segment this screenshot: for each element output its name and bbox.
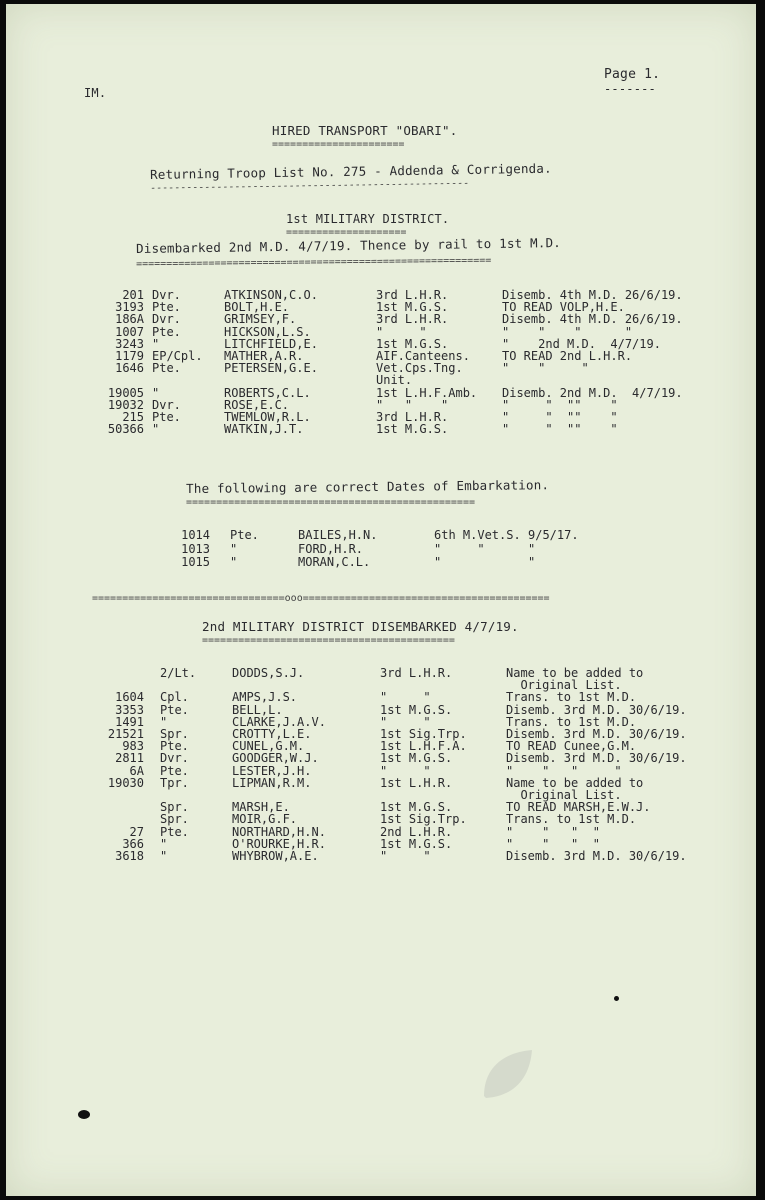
cell-remark: Name to be added to (506, 666, 644, 680)
ink-blot (78, 1110, 90, 1119)
cell-remark: " " " " (506, 836, 600, 851)
cell-remark: Disemb. 3rd M.D. 30/6/19. (506, 849, 687, 863)
cell-name: CROTTY,L.E. (232, 727, 312, 741)
cell-remark: " " " " (506, 763, 622, 778)
cell-rank: Pte. (152, 300, 181, 315)
cell-no: 1646 (115, 361, 144, 376)
cell-unit: " " (380, 763, 431, 778)
cell-unit: AIF.Canteens. (376, 349, 470, 363)
cell-rank: Dvr. (152, 312, 181, 327)
cell-rank: Tpr. (160, 775, 189, 790)
embarkation-rule: ================================================ (186, 498, 475, 508)
table-row (6, 555, 756, 569)
page-number-rule: ------- (604, 82, 656, 96)
cell-unit: 1st M.G.S. (380, 751, 453, 766)
cell-unit: " " (380, 690, 431, 705)
cell-no: 19032 (107, 397, 144, 412)
cell-rank: " (160, 836, 168, 851)
cell-unit: 1st Sig.Trp. (380, 812, 467, 827)
cell-unit: 1st M.G.S. (376, 336, 449, 351)
cell-no: 50366 (107, 422, 144, 437)
cell-unit: 1st Sig.Trp. (380, 727, 467, 741)
cell-name: HICKSON,L.S. (224, 324, 311, 339)
table-row (6, 528, 756, 542)
cell-unit: 3rd L.H.R. (376, 312, 449, 327)
cell-unit: 1st L.H.R. (380, 775, 453, 790)
cell-name: BELL,L. (232, 702, 283, 717)
section2-heading: 2nd MILITARY DISTRICT DISEMBARKED 4/7/19. (202, 619, 519, 634)
cell-unit: 1st L.H.F.Amb. (376, 385, 478, 400)
cell-no: 3193 (115, 300, 144, 315)
cell-remark: " " "" " (502, 422, 618, 437)
cell-no: 1013 (181, 541, 210, 556)
cell-rank: " (152, 422, 160, 437)
cell-name: NORTHARD,H.N. (232, 824, 326, 839)
cell-name: MORAN,C.L. (298, 555, 371, 569)
cell-no: 1015 (181, 555, 210, 569)
cell-rank: " (160, 849, 168, 863)
cell-remark: Disemb. 4th M.D. 26/6/19. (502, 312, 683, 327)
cell-no: 1491 (115, 714, 144, 729)
cell-unit: 3rd L.H.R. (380, 666, 453, 680)
cell-remark: Trans. to 1st M.D. (506, 714, 637, 729)
cell-no: 19030 (107, 775, 144, 790)
cell-unit: " " (380, 714, 431, 729)
watermark-leaf-icon (476, 1044, 536, 1104)
cell-no: 3243 (115, 336, 144, 351)
cell-no: 21521 (107, 727, 144, 741)
cell-remark: Original List. (506, 678, 622, 693)
cell-remark: " 2nd M.D. 4/7/19. (502, 336, 661, 351)
section1-disembark-line: Disembarked 2nd M.D. 4/7/19. Thence by rail to 1st M.D. (135, 235, 562, 256)
cell-remark: Trans. to 1st M.D. (506, 690, 637, 705)
cell-name: MOIR,G.F. (232, 812, 298, 827)
cell-remark: TO READ 2nd L.H.R. (502, 349, 633, 363)
cell-unit: 3rd L.H.R. (376, 410, 449, 424)
cell-remark: " " " (502, 361, 589, 376)
cell-name: CLARKE,J.A.V. (232, 714, 326, 729)
cell-no: 19005 (107, 385, 144, 400)
cell-unit: 1st M.G.S. (376, 300, 449, 315)
cell-remark: Disemb. 3rd M.D. 30/6/19. (506, 702, 687, 717)
cell-name: TWEMLOW,R.L. (224, 410, 311, 424)
cell-name: DODDS,S.J. (232, 666, 305, 680)
table-row (6, 422, 756, 436)
cell-unit: " " (376, 324, 427, 339)
cell-rank: Pte. (152, 410, 181, 424)
cell-unit: " " (434, 541, 485, 556)
cell-name: GRIMSEY,F. (224, 312, 297, 327)
cell-name: CUNEL,G.M. (232, 739, 305, 754)
cell-no: 186A (115, 312, 144, 327)
cell-remark: Trans. to 1st M.D. (506, 812, 637, 827)
cell-name: BOLT,H.E. (224, 300, 290, 315)
section1-line-rule: =========================================================== (136, 255, 492, 270)
cell-name: BAILES,H.N. (298, 528, 378, 542)
cell-name: WHYBROW,A.E. (232, 849, 319, 863)
cell-name: FORD,H.R. (298, 541, 364, 556)
cell-name: GOODGER,W.J. (232, 751, 319, 766)
cell-rank: Pte. (160, 763, 189, 778)
section1-heading: 1st MILITARY DISTRICT. (286, 212, 450, 226)
cell-unit: Unit. (376, 373, 413, 388)
cell-unit: 1st M.G.S. (380, 800, 453, 815)
cell-unit: 2nd L.H.R. (380, 824, 453, 839)
cell-name: O'ROURKE,H.R. (232, 836, 326, 851)
cell-no: 201 (122, 288, 144, 302)
cell-no: 1007 (115, 324, 144, 339)
cell-remark: Original List. (506, 788, 622, 802)
cell-date: " (528, 541, 536, 556)
cell-remark: TO READ MARSH,E.W.J. (506, 800, 651, 815)
section2-heading-rule: ========================================== (202, 636, 455, 646)
cell-name: ROBERTS,C.L. (224, 385, 311, 400)
cell-rank: Pte. (152, 324, 181, 339)
cell-name: AMPS,J.S. (232, 690, 298, 705)
cell-remark: Disemb. 3rd M.D. 30/6/19. (506, 751, 687, 766)
cell-remark: " " "" " (502, 397, 618, 412)
cell-remark: Disemb. 3rd M.D. 30/6/19. (506, 727, 687, 741)
cell-no: 1604 (115, 690, 144, 705)
cell-name: LIPMAN,R.M. (232, 775, 312, 790)
cell-no: 1014 (181, 528, 210, 542)
cell-unit: 1st L.H.F.A. (380, 739, 467, 754)
document-title: HIRED TRANSPORT "OBARI". (272, 123, 458, 138)
cell-unit: 6th M.Vet.S. (434, 528, 521, 542)
cell-remark: Disemb. 4th M.D. 26/6/19. (502, 288, 683, 302)
cell-name: PETERSEN,G.E. (224, 361, 318, 376)
cell-remark: " " " " (502, 324, 633, 339)
cell-rank: Spr. (160, 812, 189, 827)
cell-no: 6A (129, 763, 144, 778)
cell-rank: Pte. (152, 361, 181, 376)
cell-rank: " (230, 555, 238, 569)
cell-no: 1179 (115, 349, 144, 363)
cell-unit: 1st M.G.S. (380, 702, 453, 717)
cell-no: 3618 (115, 849, 144, 863)
cell-name: MARSH,E. (232, 800, 290, 815)
document-page (6, 4, 756, 1196)
document-subtitle: Returning Troop List No. 275 - Addenda & Corrigenda. (149, 160, 552, 182)
cell-name: ATKINSON,C.O. (224, 288, 318, 302)
cell-remark: TO READ VOLP,H.E. (502, 300, 625, 315)
cell-rank: Pte. (160, 739, 189, 754)
cell-rank: EP/Cpl. (152, 349, 203, 363)
cell-rank: " (152, 336, 160, 351)
cell-rank: Spr. (160, 727, 189, 741)
cell-date: " (528, 555, 536, 569)
cell-unit: " " (380, 849, 431, 863)
cell-no: 215 (122, 410, 144, 424)
cell-remark: Name to be added to (506, 775, 644, 790)
cell-unit: " " " (376, 397, 449, 412)
page-number: Page 1. (604, 67, 661, 82)
cell-unit: " (434, 555, 442, 569)
cell-no: 3353 (115, 702, 144, 717)
ink-speck (614, 996, 619, 1001)
title-rule: ====================== (272, 140, 405, 150)
embarkation-heading: The following are correct Dates of Embarkation. (185, 477, 550, 496)
cell-name: MATHER,A.R. (224, 349, 304, 363)
table-row (6, 849, 756, 863)
cell-rank: " (160, 714, 168, 729)
cell-remark: TO READ Cunee,G.M. (506, 739, 637, 754)
cell-rank: Spr. (160, 800, 189, 815)
cell-no: 2811 (115, 751, 144, 766)
cell-rank: " (230, 541, 238, 556)
cell-remark: " " " " (506, 824, 600, 839)
cell-no: 27 (129, 824, 144, 839)
cell-rank: Pte. (230, 528, 259, 542)
cell-remark: Disemb. 2nd M.D. 4/7/19. (502, 385, 683, 400)
cell-name: ROSE,E.C. (224, 397, 290, 412)
cell-rank: " (152, 385, 160, 400)
cell-date: 9/5/17. (528, 528, 579, 542)
cell-unit: 3rd L.H.R. (376, 288, 449, 302)
cell-name: WATKIN,J.T. (224, 422, 304, 437)
cell-rank: Pte. (160, 702, 189, 717)
section-divider: ================================ooo========================================= (92, 594, 550, 604)
cell-no: 983 (122, 739, 144, 754)
cell-remark: " " "" " (502, 410, 618, 424)
cell-unit: Vet.Cps.Tng. (376, 361, 463, 376)
cell-rank: 2/Lt. (160, 666, 197, 680)
page-code: IM. (84, 86, 107, 100)
cell-rank: Pte. (160, 824, 189, 839)
cell-name: LITCHFIELD,E. (224, 336, 318, 351)
cell-rank: Dvr. (152, 288, 181, 302)
cell-unit: 1st M.G.S. (376, 422, 449, 437)
table-row (6, 542, 756, 556)
cell-unit: 1st M.G.S. (380, 836, 453, 851)
cell-no: 366 (122, 836, 144, 851)
cell-rank: Dvr. (160, 751, 189, 766)
cell-rank: Cpl. (160, 690, 189, 705)
section1-heading-rule: ==================== (286, 228, 407, 238)
cell-rank: Dvr. (152, 397, 181, 412)
subtitle-rule: ----------------------------------------------------- (150, 177, 470, 194)
cell-name: LESTER,J.H. (232, 763, 312, 778)
